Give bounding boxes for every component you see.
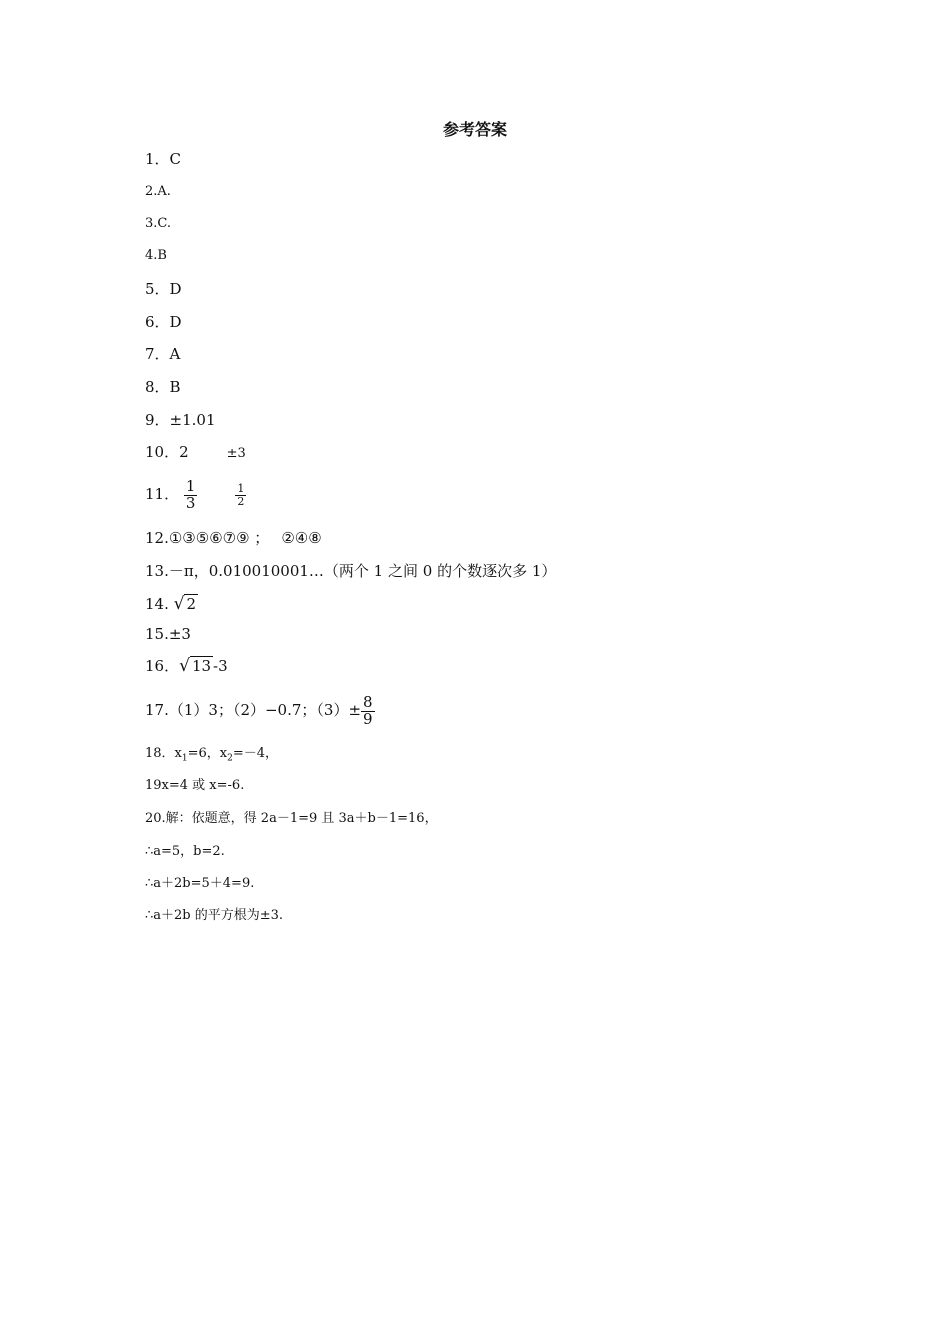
answer-8: 8．B	[145, 378, 181, 396]
answer-10	[145, 442, 246, 464]
answer-12-part2: ②④⑧	[281, 529, 322, 547]
answer-13: 13.－π，0.010010001…（两个 1 之间 0 的个数逐次多 1）	[145, 562, 557, 580]
sqrt-13: √ 13	[179, 656, 212, 676]
page-title: 参考答案	[442, 120, 507, 139]
answer-10-label: 10．2	[145, 443, 189, 461]
answer-1: 1．C	[145, 150, 182, 168]
answer-12-part1: 12.①③⑤⑥⑦⑨ ；	[145, 529, 270, 547]
answer-14-label: 14.	[145, 595, 174, 613]
answer-7: 7．A	[145, 345, 181, 363]
answer-17-label: 17.（1）3；（2）−0.7；（3）±	[145, 701, 362, 719]
answer-10-second: ±3	[226, 446, 246, 461]
fraction-one-half: $\frac{1}{2}$	[237, 481, 245, 508]
answer-19: 19x=4 或 x=-6.	[145, 778, 245, 793]
answer-12	[145, 528, 322, 548]
answer-14	[145, 594, 198, 614]
answer-16	[145, 656, 228, 676]
answer-18: 18．$x_1=6$，$x_2=-4$，	[145, 746, 279, 764]
answer-4: 4.B	[145, 248, 167, 263]
answer-9: 9．±1.01	[145, 411, 216, 429]
answer-11	[145, 476, 246, 512]
answer-20-line-3: ∴a＋2b=5＋4=9.	[145, 876, 255, 891]
answer-5: 5．D	[145, 280, 182, 298]
fraction-one-third: $\frac{1}{3}$	[185, 476, 196, 512]
answer-3: 3.C.	[145, 216, 172, 231]
answer-16-label: 16．	[145, 657, 180, 675]
sqrt-2: √ 2	[173, 594, 197, 614]
answer-20-line-4: ∴a＋2b 的平方根为±3.	[145, 908, 284, 923]
answer-17	[145, 692, 375, 728]
answer-6: 6．D	[145, 313, 182, 331]
answer-11-label: 11．	[145, 485, 180, 503]
answer-2: 2.A.	[145, 184, 171, 199]
answer-15: 15.±3	[145, 625, 191, 643]
answer-20-line-1: 20.解：依题意，得 2a－1=9 且 3a＋b－1=16，	[145, 811, 438, 826]
fraction-eight-ninths: $\frac{8}{9}$	[363, 692, 373, 728]
answer-16-tail: -3	[213, 657, 228, 675]
answer-20-line-2: ∴a=5，b=2.	[145, 844, 225, 859]
